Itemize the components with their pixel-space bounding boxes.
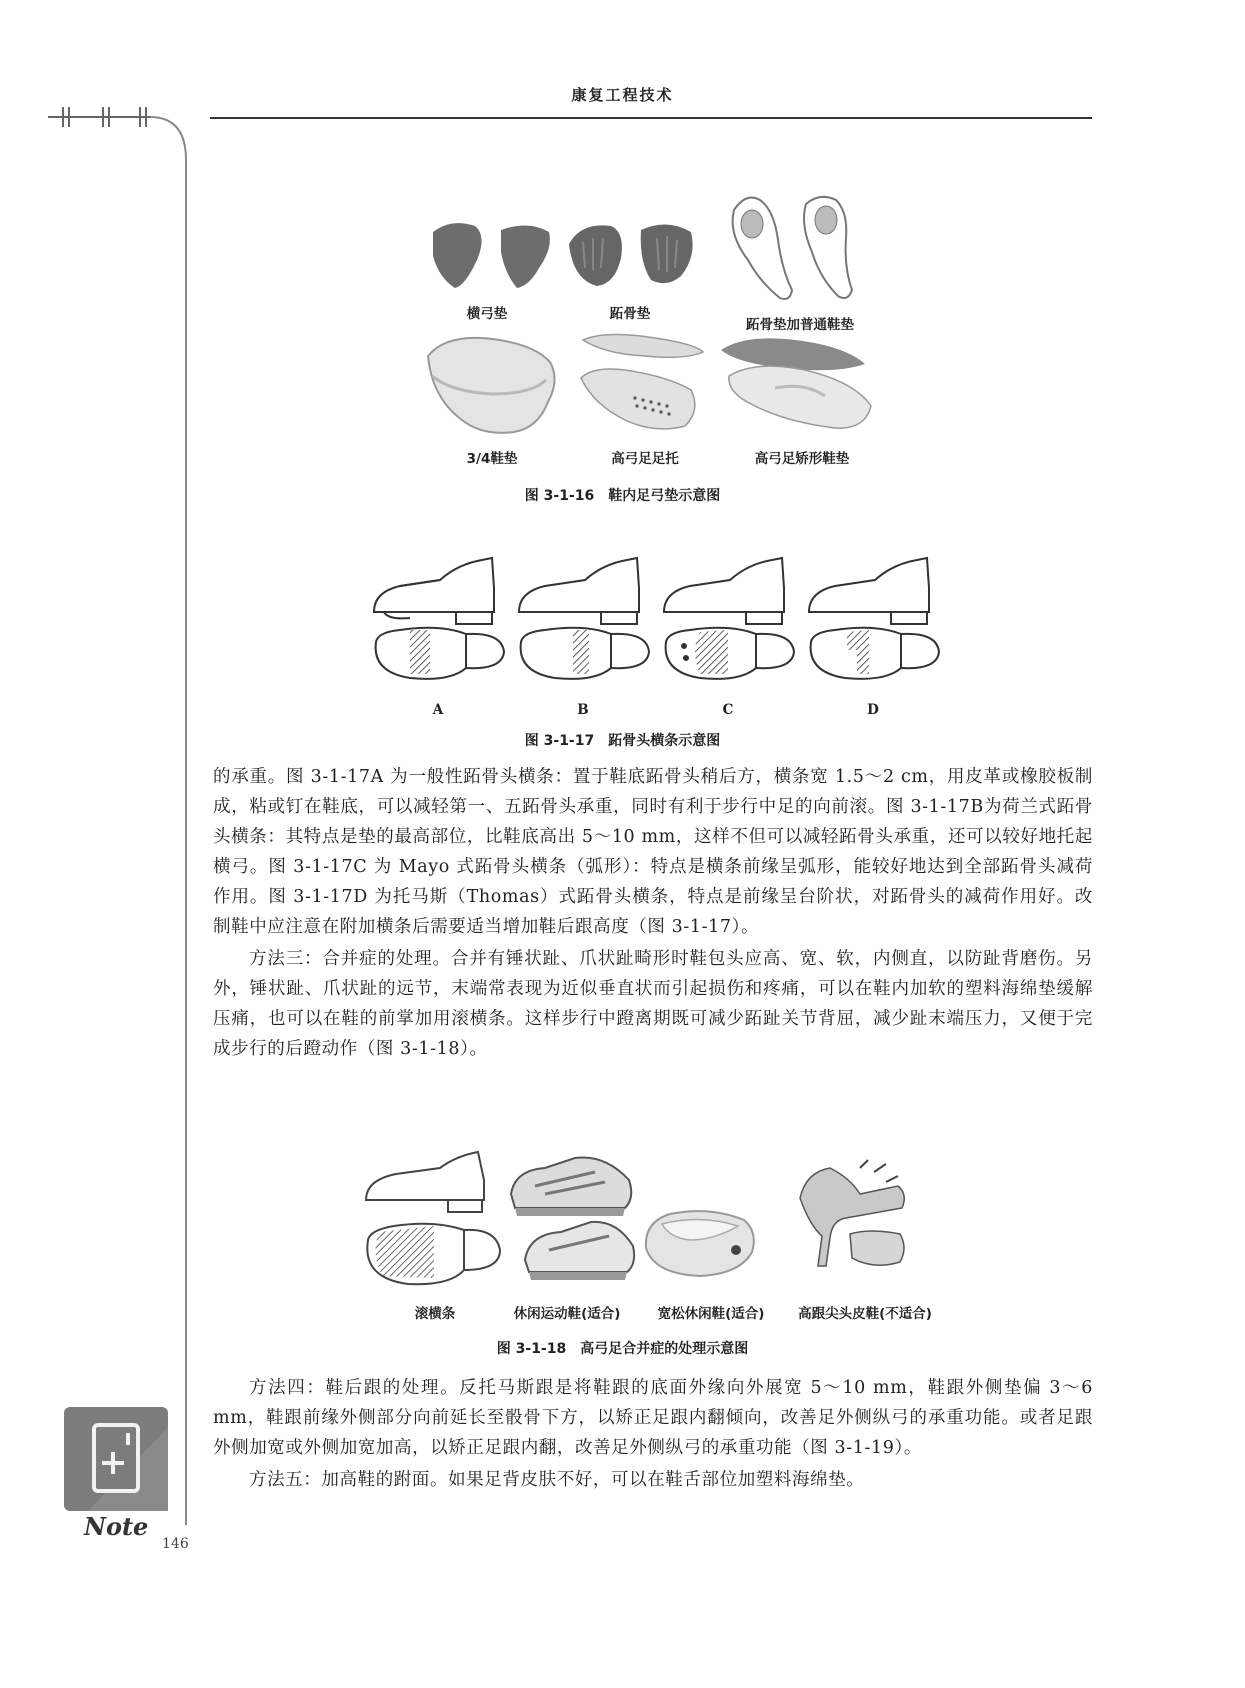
- running-header: 康复工程技术: [571, 86, 674, 104]
- label-three-quarter-insole: 3/4鞋垫: [466, 451, 518, 467]
- label-D: D: [867, 702, 879, 718]
- roller-bar-image: [360, 1150, 505, 1290]
- high-arch-orthotic-insole-image: [715, 330, 880, 440]
- label-roller-bar: 滚横条: [414, 1306, 456, 1322]
- figure-caption: 图 3-1-16 鞋内足弓垫示意图: [524, 488, 721, 504]
- paragraph: 方法三：合并症的处理。合并有锤状趾、爪状趾畸形时鞋包头应高、宽、软，内侧直，以防趾背磨伤。另外，锤状趾、爪状趾的远节，末端常表现为近似垂直状而引起损伤和疼痛，可以在鞋内加软的塑料海绵垫缓解压痛，也可以在鞋的前掌加用滚横条。这样步行中蹬离期既可减少跖趾关节背屈，减少趾末端压力，又便于完成步行的后蹬动作（图 3-1-18）。: [213, 949, 1093, 1059]
- figure-caption: 图 3-1-17 跖骨头横条示意图: [524, 733, 721, 749]
- note-icon: [64, 1407, 168, 1511]
- label-high-heel-shoe: 高跟尖头皮鞋(不适合): [798, 1306, 932, 1322]
- paragraph: 方法四：鞋后跟的处理。反托马斯跟是将鞋跟的底面外缘向外展宽 5～10 mm，鞋跟外侧垫偏 3～6 mm，鞋跟前缘外侧部分向前延长至骰骨下方，以矫正足跟内翻倾向，改善足外侧纵弓的承重功能。或者足跟外侧加宽或外侧加宽加高，以矫正足跟内翻，改善足外侧纵弓的承重功能（图 3-1-19）。: [213, 1378, 1093, 1458]
- figure-3-1-16: [0, 0, 1245, 510]
- three-quarter-insole-image: [422, 332, 562, 442]
- label-high-arch-foot-support: 高弓足足托: [611, 451, 679, 467]
- label-C: C: [722, 702, 734, 718]
- label-metatarsal-pad-insole: 跖骨垫加普通鞋垫: [746, 317, 854, 333]
- figure-caption: 图 3-1-18 高弓足合并症的处理示意图: [496, 1341, 749, 1357]
- label-A: A: [432, 702, 444, 718]
- body-text-block-2: [213, 1373, 1093, 1495]
- metatarsal-pad-image: [563, 218, 703, 293]
- label-high-arch-orthotic-insole: 高弓足矫形鞋垫: [754, 451, 850, 467]
- label-B: B: [577, 702, 589, 718]
- high-heel-shoe-image: [790, 1158, 910, 1283]
- paragraph: 方法五：加高鞋的跗面。如果足背皮肤不好，可以在鞋舌部位加塑料海绵垫。: [249, 1470, 865, 1490]
- high-arch-foot-support-image: [575, 330, 710, 440]
- label-metatarsal-pad: 跖骨垫: [609, 306, 651, 322]
- label-loose-casual-shoe: 宽松休闲鞋(适合): [657, 1306, 765, 1322]
- metatarsal-pad-insole-image: [720, 190, 875, 305]
- label-transverse-arch-pad: 横弓垫: [466, 306, 508, 322]
- figure-3-1-17: [0, 540, 1245, 750]
- note-label: Note: [84, 1512, 149, 1541]
- label-casual-sport-shoe: 休闲运动鞋(适合): [513, 1306, 621, 1322]
- paragraph: 的承重。图 3-1-17A 为一般性跖骨头横条：置于鞋底跖骨头稍后方，横条宽 1.5～2 cm，用皮革或橡胶板制成，粘或钉在鞋底，可以减轻第一、五跖骨头承重，同时有利于步行中足的向前滚。图 3-1-17B为荷兰式跖骨头横条：其特点是垫的最高部位，比鞋底高出 5～10 mm，这样不但可以减轻跖骨头承重，还可以较好地托起横弓。图 3-1-17C 为 Mayo 式跖骨头横条（弧形）：特点是横条前缘呈弧形，能较好地达到全部跖骨头减荷作用。图 3-1-17D 为托马斯（Thomas）式跖骨头横条，特点是前缘呈台阶状，对跖骨头的减荷作用好。改制鞋中应注意在附加横条后需要适当增加鞋后跟高度（图 3-1-17）。: [213, 767, 1093, 937]
- body-text-block-1: [213, 762, 1093, 1064]
- metatarsal-bar-diagrams: [370, 552, 940, 702]
- loose-casual-shoe-image: [640, 1200, 760, 1285]
- casual-sport-shoe-image: [505, 1150, 640, 1290]
- figure-3-1-18: [0, 1150, 1245, 1357]
- page-number: 146: [162, 1536, 189, 1552]
- transverse-arch-pad-image: [425, 218, 560, 293]
